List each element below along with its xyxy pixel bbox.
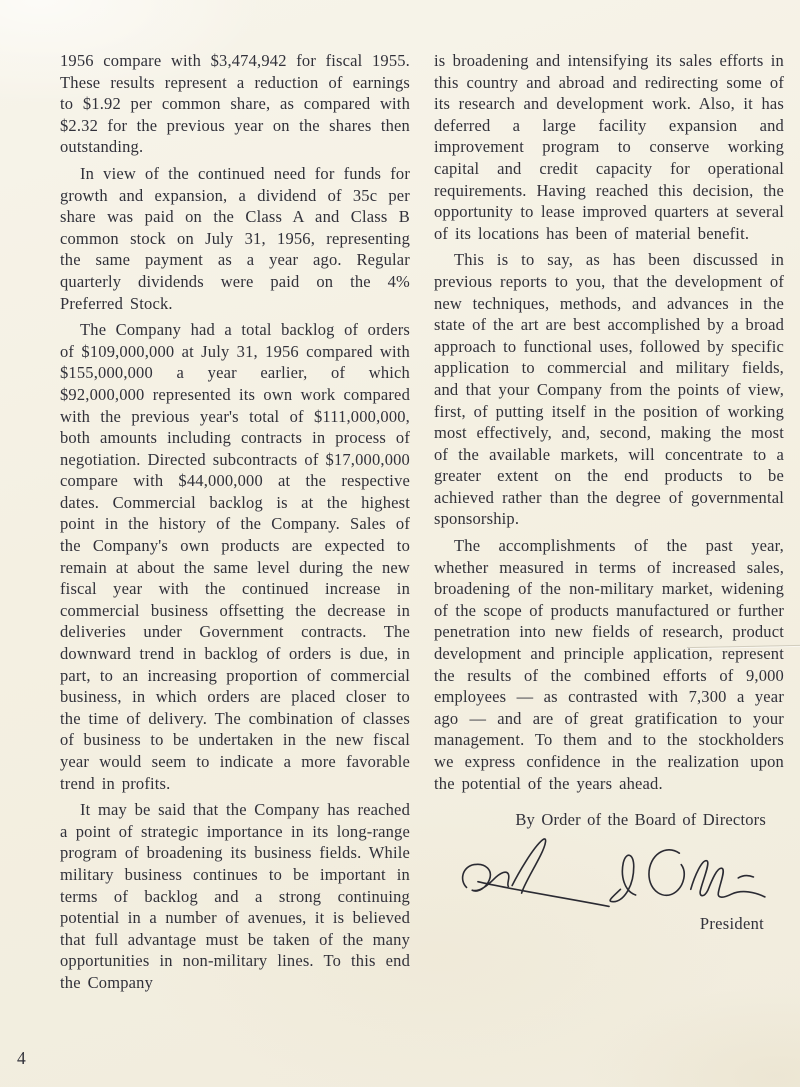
by-order-line: By Order of the Board of Directors [515,810,766,830]
handwritten-signature-icon [442,838,778,914]
page-number: 4 [17,1048,27,1068]
president-signature [442,838,778,914]
two-column-text-block [60,50,784,999]
left-column [60,50,410,999]
paragraph: It may be said that the Company has reached a point of strategic importance in its long-range program of broadening its business fields. While military business continues to be important in terms of backlog and a strong continuing potential in a number of avenues, it is believed that full advantage must be taken of the many opportunities in non-military lines. To this end the Company [60,800,410,992]
paragraph: This is to say, as has been discussed in previous reports to you, that the development of new techniques, methods, and advances in the state of the art are best accomplished by a broad approach to functional uses, followed by specific application to commercial and military fields, and that your Company from the points of view, first, of putting itself in the position of working most effectively, and, second, making the most of the available markets, will concentrate to a greater extent on the end products to be achieved rather than the degree of governmental sponsorship. [434,250,784,529]
paragraph: In view of the continued need for funds for growth and expansion, a dividend of 35c per share was paid on the Class A and Class B common stock on July 31, 1956, representing the same payment as a year ago. Regular quarterly dividends were paid on the 4% Preferred Stock. [60,163,410,313]
president-title: President [699,914,764,934]
paragraph: The Company had a total backlog of orders of $109,000,000 at July 31, 1956 compared with $155,000,000 a year earlier, of which $92,000,000 represented its own work compared with the previous year's total of $111,000,000, both amounts including contracts in process of negotiation. Directed subcontracts of $17,000,000 compare with $44,000,000 at the respective dates. Commercial backlog is at the highest point in the history of the Company. Sales of the Company's own products are expected to remain at about the same level during the new fiscal year with the continued increase in commercial business offsetting the decrease in deliveries under Government contracts. The downward trend in backlog of orders is due, in part, to an increasing proportion of commercial business, in which orders are placed closer to the time of delivery. The combination of classes of business to be undertaken in the new fiscal year would seem to indicate a more favorable trend in profits. [60,320,410,793]
paragraph: is broadening and intensifying its sales efforts in this country and abroad and redirecting some of its research and development work. Also, it has deferred a large facility expansion and improvement program to conserve working capital and credit capacity for operational requirements. Having reached this decision, the opportunity to lease improved quarters at several of its locations has been of material benefit. [434,51,784,243]
paragraph: 1956 compare with $3,474,942 for fiscal 1955. These results represent a reduction of earnings to $1.92 per common share, as compared with $2.32 for the previous year on the shares then outstanding. [60,51,410,157]
paragraph: The accomplishments of the past year, whether measured in terms of increased sales, broadening of the non-military market, widening of the scope of products manufactured or further penetration into new fields of research, product development and principle application, represent the results of the combined efforts of 9,000 employees — as contrasted with 7,300 a year ago — and are of great gratification to your management. To them and to the stockholders we express confidence in the realization upon the potential of the years ahead. [434,536,784,793]
right-column [434,50,784,999]
